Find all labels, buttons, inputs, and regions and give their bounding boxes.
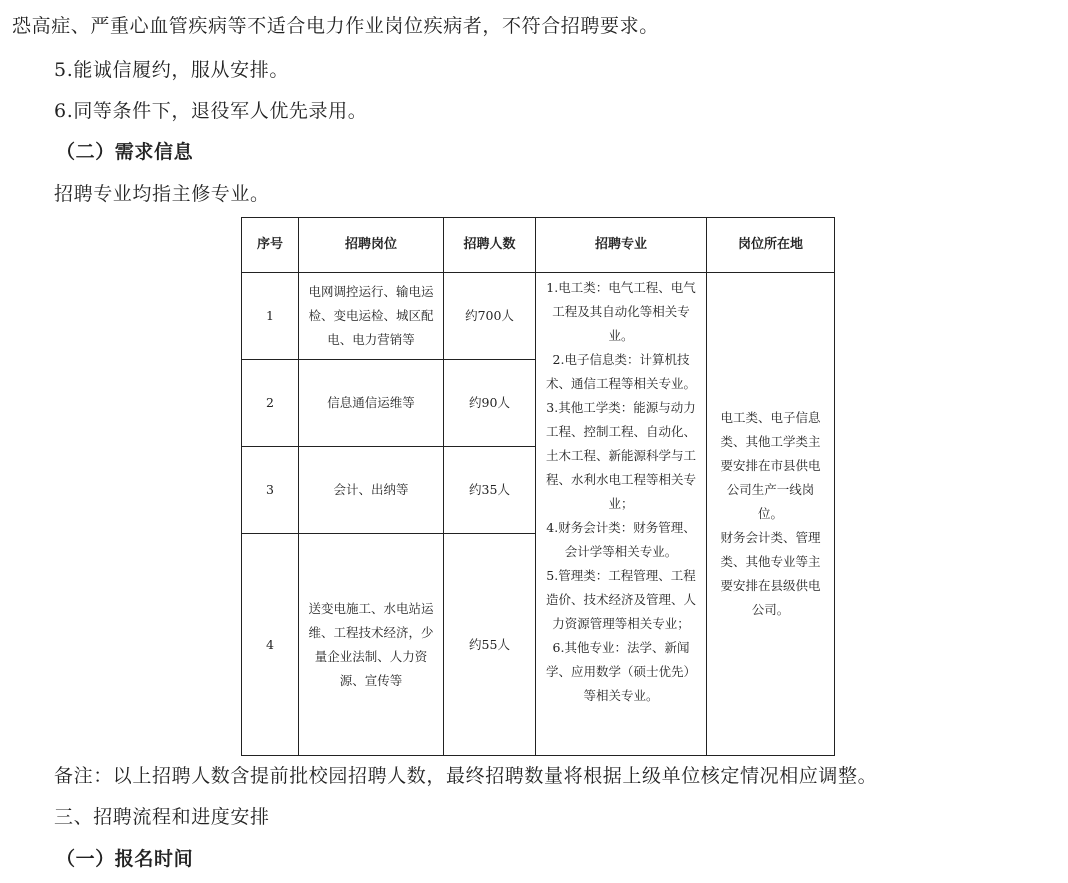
paragraph-item-5: 5.能诚信履约，服从安排。 [54,59,289,81]
cell-no: 4 [242,534,299,756]
header-position: 招聘岗位 [299,218,444,273]
table-row [242,273,835,360]
heading-signup-time: （一）报名时间 [56,848,194,870]
cell-no: 2 [242,360,299,447]
cell-position: 电网调控运行、输电运检、变电运检、城区配电、电力营销等 [299,273,444,360]
table-header-row [242,218,835,273]
cell-count: 约55人 [444,534,536,756]
cell-no: 3 [242,447,299,534]
major-item: 4.财务会计类：财务管理、会计学等相关专业。 [546,520,696,559]
major-item: 3.其他工学类：能源与动力工程、控制工程、自动化、土木工程、新能源科学与工程、水利水电工程等相关专业； [545,400,696,511]
major-item: 1.电工类：电气工程、电气工程及其自动化等相关专业。 [546,280,696,343]
header-major: 招聘专业 [536,218,707,273]
paragraph-item-6: 6.同等条件下，退役军人优先录用。 [54,100,368,122]
cell-count: 约35人 [444,447,536,534]
major-item: 5.管理类：工程管理、工程造价、技术经济及管理、人力资源管理等相关专业； [545,568,696,631]
cell-no: 1 [242,273,299,360]
header-no: 序号 [242,218,299,273]
cell-majors [536,273,707,756]
heading-demand-info: （二）需求信息 [56,141,194,163]
major-item: 6.其他专业：法学、新闻学、应用数学（硕士优先）等相关专业。 [545,640,696,703]
cell-count: 约700人 [444,273,536,360]
heading-process: 三、招聘流程和进度安排 [54,806,270,828]
header-location: 岗位所在地 [707,218,835,273]
cell-position: 信息通信运维等 [299,360,444,447]
location-item: 财务会计类、管理类、其他专业等主要安排在县级供电公司。 [720,530,821,617]
paragraph-remark: 备注：以上招聘人数含提前批校园招聘人数，最终招聘数量将根据上级单位核定情况相应调整。 [54,765,878,787]
major-item: 2.电子信息类：计算机技术、通信工程等相关专业。 [545,352,696,391]
cell-count: 约90人 [444,360,536,447]
paragraph-health-requirement: 恐高症、严重心血管疾病等不适合电力作业岗位疾病者，不符合招聘要求。 [12,15,659,37]
recruitment-table [241,217,835,756]
cell-position: 送变电施工、水电站运维、工程技术经济，少量企业法制、人力资源、宣传等 [299,534,444,756]
location-item: 电工类、电子信息类、其他工学类主要安排在市县供电公司生产一线岗位。 [720,410,821,521]
cell-position: 会计、出纳等 [299,447,444,534]
header-count: 招聘人数 [444,218,536,273]
cell-locations [707,273,835,756]
paragraph-major-note: 招聘专业均指主修专业。 [54,183,270,205]
